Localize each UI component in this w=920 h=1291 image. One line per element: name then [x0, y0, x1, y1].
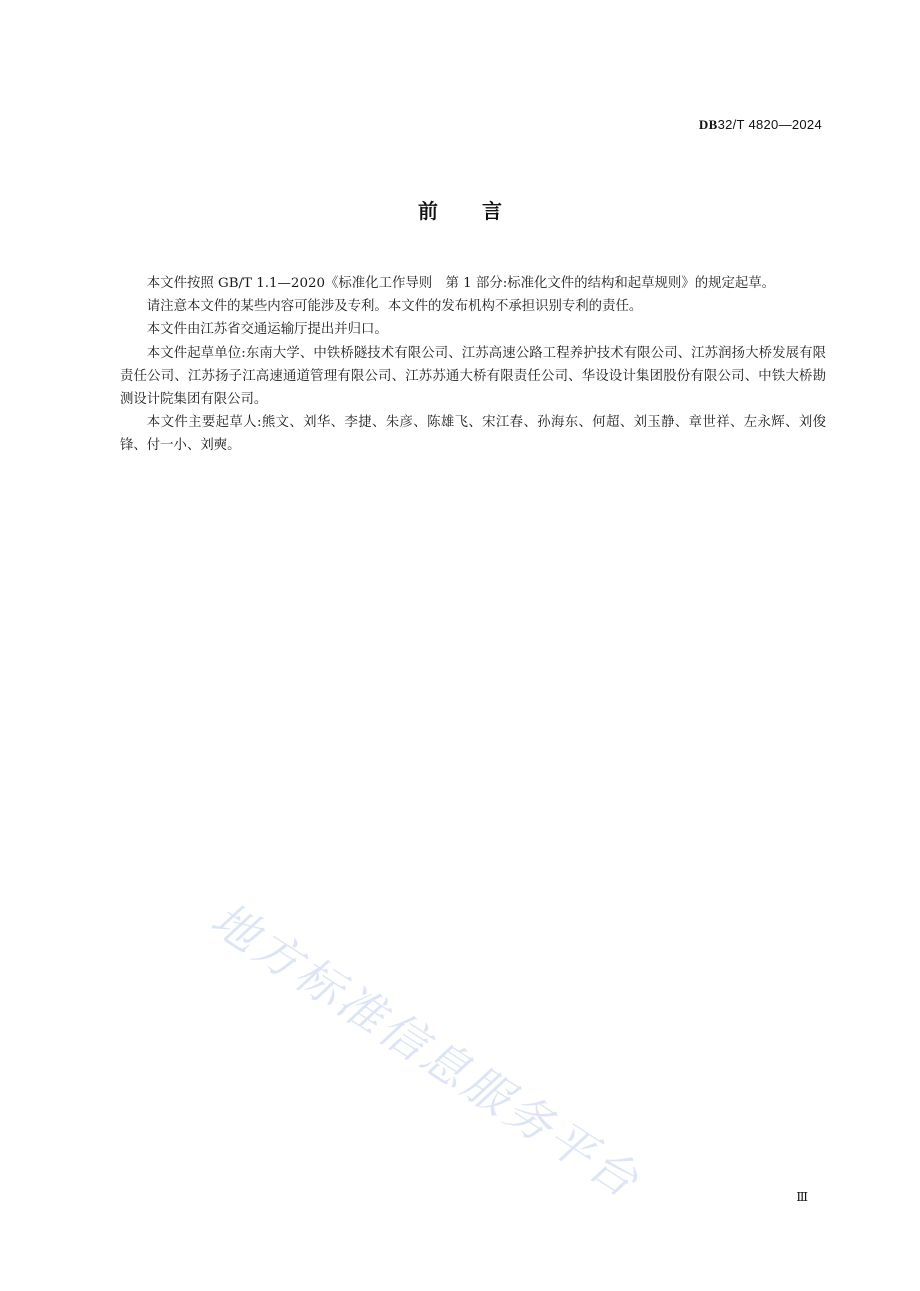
standard-prefix: DB [698, 117, 718, 132]
foreword-body [120, 272, 826, 458]
page-number: Ⅲ [796, 1190, 808, 1204]
paragraph-proposer: 本文件由江苏省交通运输厅提出并归口。 [146, 322, 388, 338]
standard-number [699, 117, 822, 133]
standard-code: 32/T 4820—2024 [717, 117, 822, 132]
paragraph-drafters: 本文件主要起草人:熊文、刘华、李捷、朱彦、陈雄飞、宋江春、孙海东、何超、刘玉静、章世祥、左永辉、刘俊锋、付一小、刘奭。 [120, 415, 826, 454]
paragraph-patent-notice: 请注意本文件的某些内容可能涉及专利。本文件的发布机构不承担识别专利的责任。 [146, 299, 643, 315]
paragraph-drafting-basis: 本文件按照 GB/T 1.1—2020《标准化工作导则 第 1 部分:标准化文件的结构和起草规则》的规定起草。 [146, 276, 776, 291]
page-title: 前言 [418, 199, 546, 223]
paragraph-drafting-units: 本文件起草单位:东南大学、中铁桥隧技术有限公司、江苏高速公路工程养护技术有限公司、江苏润扬大桥发展有限责任公司、江苏扬子江高速通道管理有限公司、江苏苏通大桥有限责任公司、华设设计集团股份有限公司、中铁大桥勘测设计院集团有限公司。 [120, 345, 826, 408]
watermark: 地方标准信息服务平台 [201, 891, 651, 1210]
